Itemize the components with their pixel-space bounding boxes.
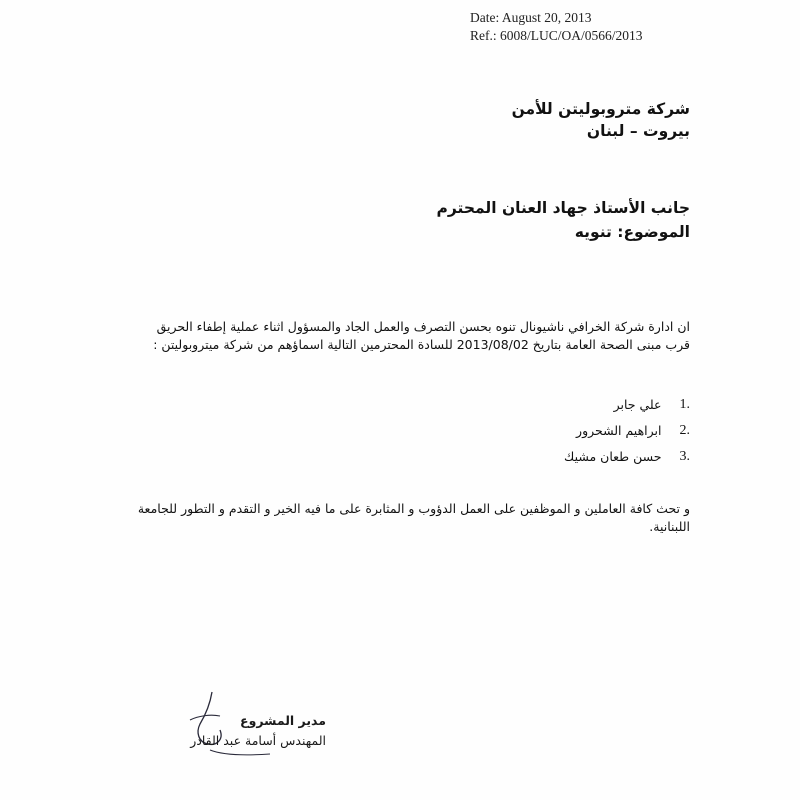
list-item <box>490 418 690 444</box>
recipient-address <box>512 98 690 142</box>
names-list <box>490 392 690 470</box>
subject-line: الموضوع: تنويه <box>574 223 690 241</box>
list-item-number: 3. <box>679 449 690 464</box>
body-paragraph-1: ان ادارة شركة الخرافي ناشيونال تنوه بحسن التصرف والعمل الجاد والمسؤول اثناء عملية إطفاء الحريق قرب مبنى الصحة العامة بتاريخ 2013/08/02 للسادة المحترمين التالية اسماؤهم من شركة ميتروبوليتن : <box>153 319 690 352</box>
list-item-name: حسن طعان مشيك <box>564 449 662 464</box>
list-item-number: 1. <box>679 397 690 412</box>
letter-date: Date: August 20, 2013 <box>470 10 592 25</box>
letter-reference: Ref.: 6008/LUC/OA/0566/2013 <box>470 28 643 43</box>
list-item-name: علي جابر <box>613 397 662 412</box>
signer-name: المهندس أسامة عبد القادر <box>190 733 326 748</box>
addressee-line: جانب الأستاذ جهاد العنان المحترم <box>436 199 690 217</box>
signer-title: مدير المشروع <box>240 713 326 728</box>
list-item <box>490 392 690 418</box>
signature-block <box>178 712 326 752</box>
recipient-location: بيروت – لبنان <box>586 122 690 140</box>
list-item <box>490 444 690 470</box>
recipient-company-name: شركة متروبوليتن للأمن <box>511 100 690 118</box>
list-item-name: ابراهيم الشحرور <box>576 423 662 438</box>
body-paragraph-2: و تحث كافة العاملين و الموظفين على العمل الدؤوب و المثابرة على ما فيه الخير و التقدم و التطور للجامعة اللبنانية. <box>137 501 690 534</box>
letter-meta <box>470 9 695 45</box>
list-item-number: 2. <box>679 423 690 438</box>
salutation-block <box>437 196 690 244</box>
